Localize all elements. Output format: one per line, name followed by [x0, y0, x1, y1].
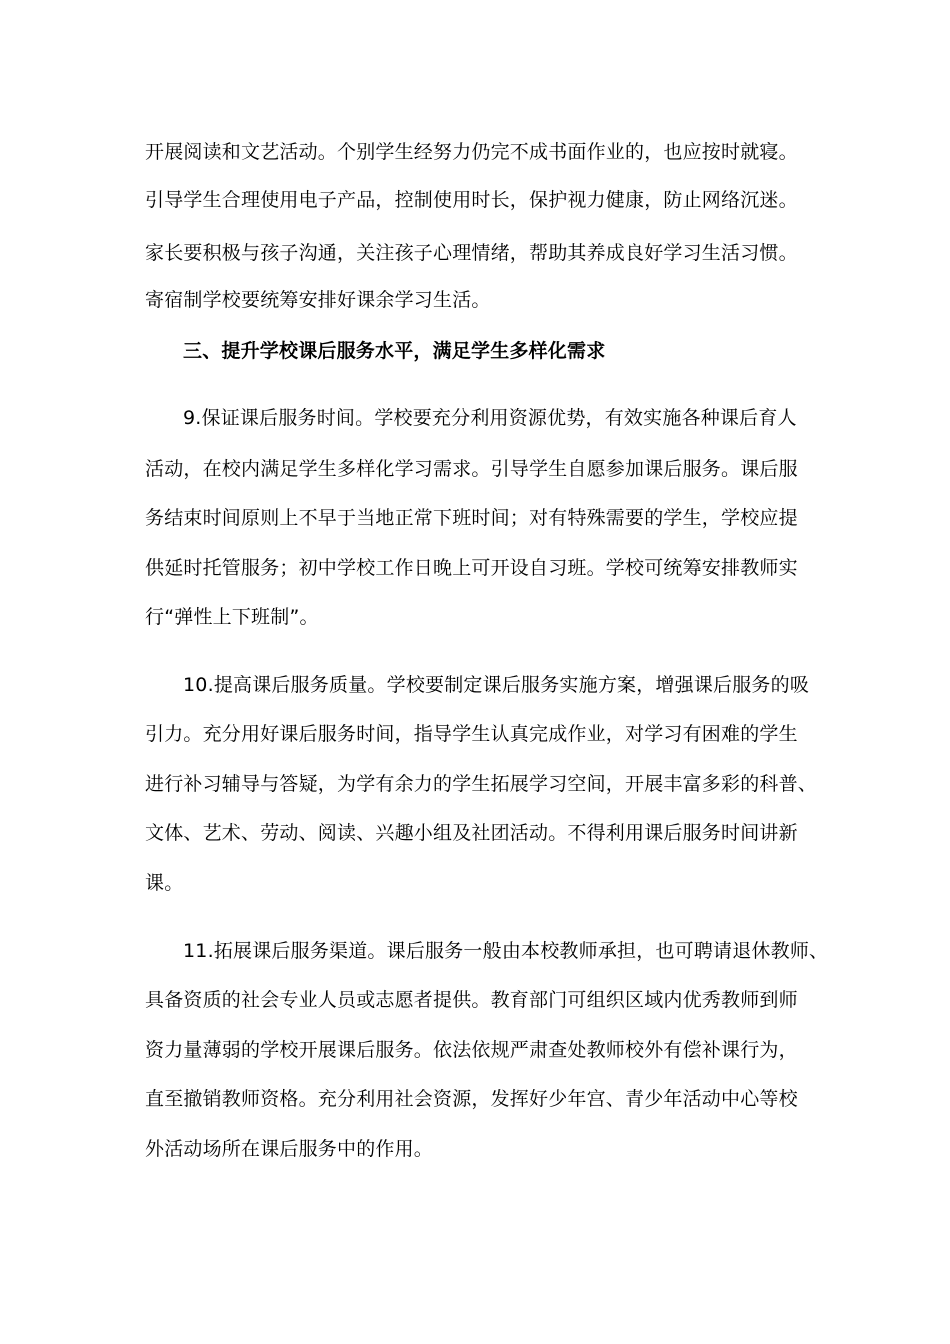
item11-line: 具备资质的社会专业人员或志愿者提供。教育部门可组织区域内优秀教师到师 — [145, 989, 798, 1011]
item10-line: 文体、艺术、劳动、阅读、兴趣小组及社团活动。不得利用课后服务时间讲新 — [145, 822, 798, 844]
item9-line: 9.保证课后服务时间。学校要充分利用资源优势，有效实施各种课后育人 — [183, 407, 797, 429]
intro-line: 引导学生合理使用电子产品，控制使用时长，保护视力健康，防止网络沉迷。 — [145, 189, 798, 211]
section-heading: 三、提升学校课后服务水平，满足学生多样化需求 — [183, 340, 606, 362]
item10-line: 10.提高课后服务质量。学校要制定课后服务实施方案，增强课后服务的吸 — [183, 674, 810, 696]
item11-line: 直至撤销教师资格。充分利用社会资源，发挥好少年宫、青少年活动中心等校 — [145, 1088, 798, 1110]
item11-line: 11.拓展课后服务渠道。课后服务一般由本校教师承担，也可聘请退休教师、 — [183, 940, 829, 962]
item10-line: 进行补习辅导与答疑，为学有余力的学生拓展学习空间，开展丰富多彩的科普、 — [145, 773, 818, 795]
item10-line: 课。 — [145, 872, 184, 894]
item9-line: 行“弹性上下班制”。 — [145, 606, 319, 628]
item11-line: 外活动场所在课后服务中的作用。 — [145, 1138, 434, 1160]
intro-line: 开展阅读和文艺活动。个别学生经努力仍完不成书面作业的，也应按时就寝。 — [145, 141, 798, 163]
item10-line: 引力。充分用好课后服务时间，指导学生认真完成作业，对学习有困难的学生 — [145, 723, 798, 745]
item9-line: 活动，在校内满足学生多样化学习需求。引导学生自愿参加课后服务。课后服 — [145, 458, 798, 480]
item9-line: 供延时托管服务；初中学校工作日晚上可开设自习班。学校可统筹安排教师实 — [145, 557, 798, 579]
intro-line: 家长要积极与孩子沟通，关注孩子心理情绪，帮助其养成良好学习生活习惯。 — [145, 242, 798, 264]
item9-line: 务结束时间原则上不早于当地正常下班时间；对有特殊需要的学生，学校应提 — [145, 507, 798, 529]
intro-line: 寄宿制学校要统筹安排好课余学习生活。 — [145, 289, 491, 311]
item11-line: 资力量薄弱的学校开展课后服务。依法依规严肃查处教师校外有偿补课行为， — [145, 1039, 798, 1061]
